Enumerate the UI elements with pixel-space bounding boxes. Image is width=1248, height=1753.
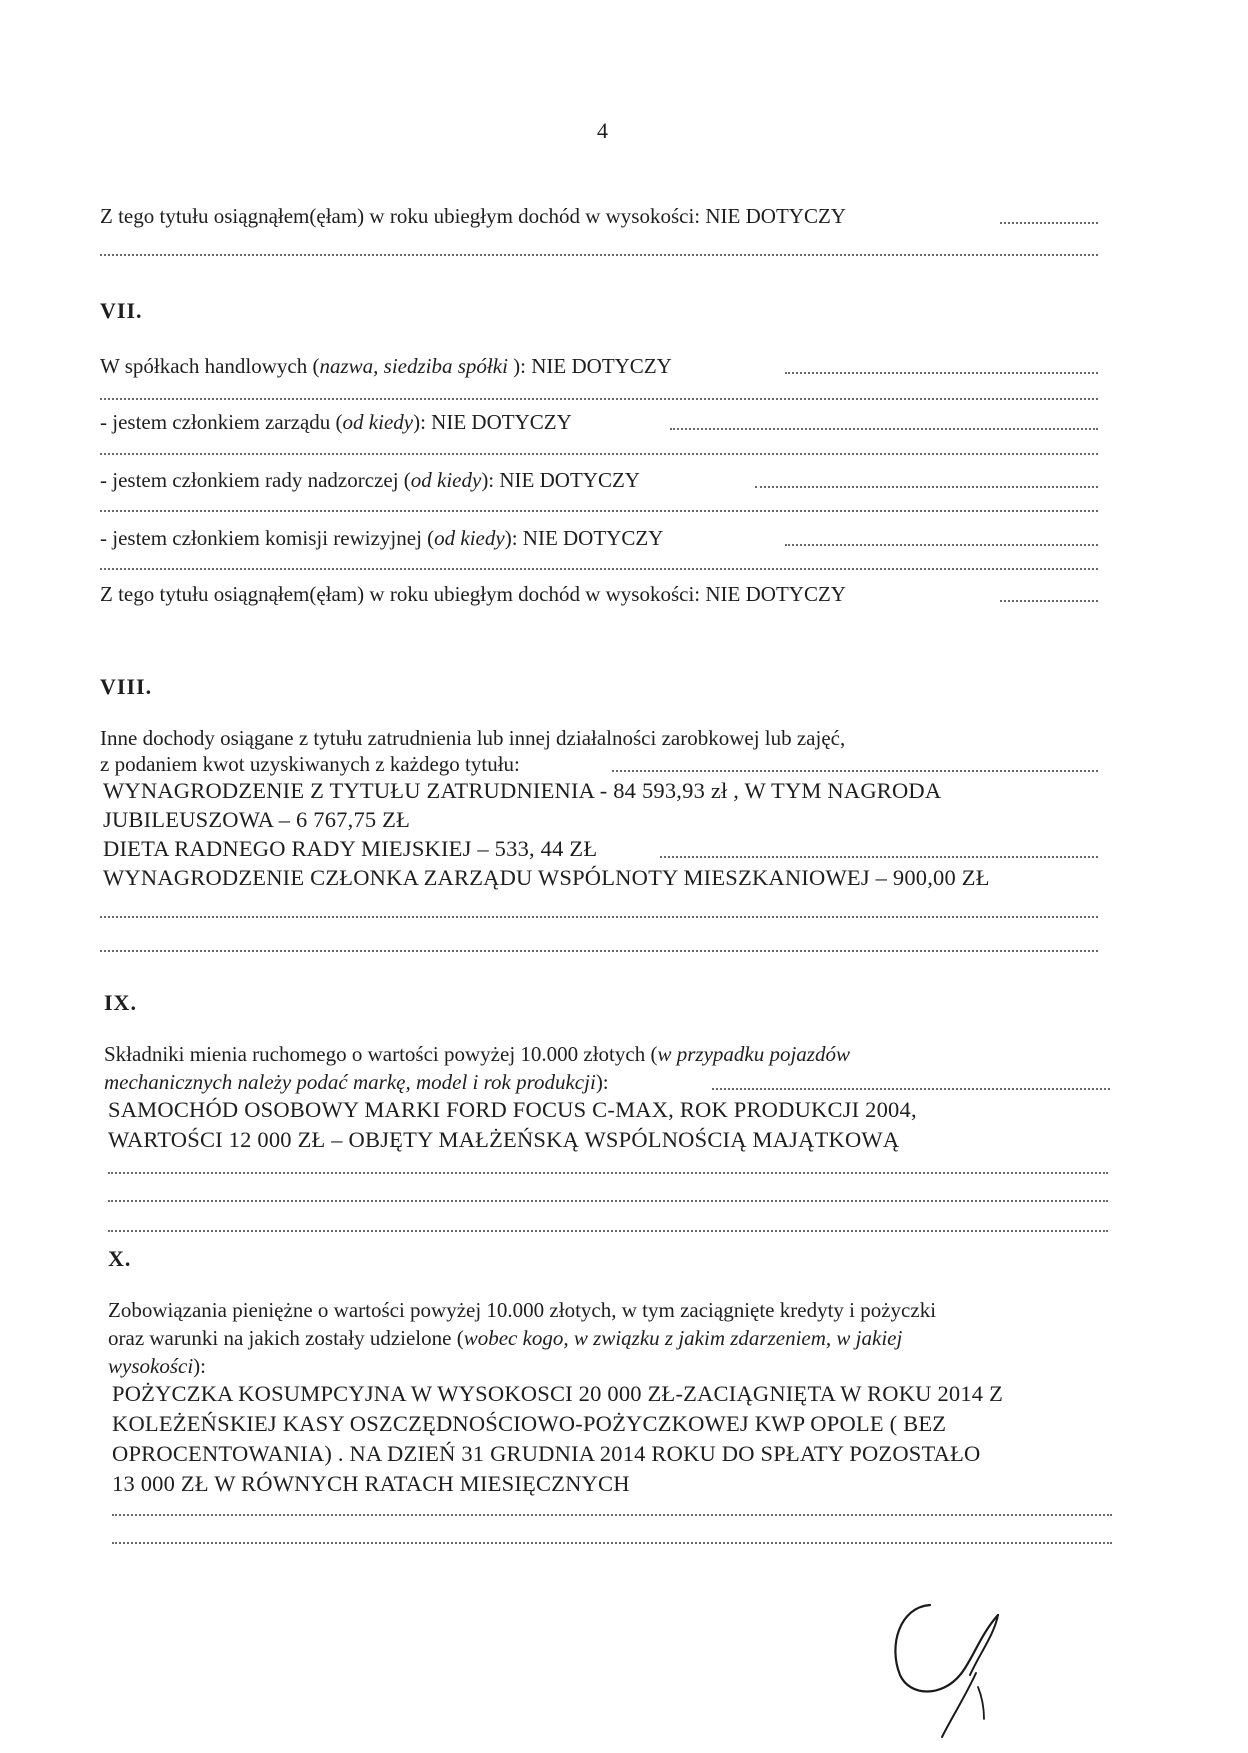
section-x-heading: X. <box>108 1246 132 1271</box>
dotted-line <box>108 1200 1108 1202</box>
dotted-fill <box>785 544 1098 546</box>
section-vii-heading: VII. <box>100 298 143 323</box>
vi-income-line: Z tego tytułu osiągnąłem(ęłam) w roku ubiegłym dochód w wysokości: NIE DOTYCZY <box>100 204 846 228</box>
viii-answer-line-4: WYNAGRODZENIE CZŁONKA ZARZĄDU WSPÓLNOTY MIESZKANIOWEJ – 900,00 ZŁ <box>103 865 990 890</box>
dotted-line <box>100 398 1098 400</box>
x-question-line-2: oraz warunki na jakich zostały udzielone (wobec kogo, w związku z jakim zdarzeniem, w jakiej <box>108 1326 903 1350</box>
viii-answer-line-3: DIETA RADNEGO RADY MIEJSKIEJ – 533, 44 ZŁ <box>103 836 598 861</box>
vii-supervisory-line: - jestem członkiem rady nadzorczej (od kiedy): NIE DOTYCZY <box>100 468 640 492</box>
x-answer-line-2: KOLEŻEŃSKIEJ KASY OSZCZĘDNOŚCIOWO-POŻYCZKOWEJ KWP OPOLE ( BEZ <box>112 1411 947 1436</box>
dotted-fill <box>712 1088 1110 1090</box>
viii-question-line-2: z podaniem kwot uzyskiwanych z każdego tytułu: <box>100 752 520 776</box>
handwritten-signature-icon <box>880 1575 1020 1745</box>
x-question-line-1: Zobowiązania pieniężne o wartości powyżej 10.000 złotych, w tym zaciągnięte kredyty i pożyczki <box>108 1298 937 1322</box>
dotted-line <box>108 1172 1108 1174</box>
ix-question-line-1: Składniki mienia ruchomego o wartości powyżej 10.000 złotych (w przypadku pojazdów <box>104 1042 850 1066</box>
dotted-fill <box>785 372 1098 374</box>
vii-board-line: - jestem członkiem zarządu (od kiedy): NIE DOTYCZY <box>100 410 572 434</box>
page-number: 4 <box>597 118 608 143</box>
dotted-fill <box>670 428 1098 430</box>
dotted-line <box>112 1542 1112 1544</box>
x-answer-line-1: POŻYCZKA KOSUMPCYJNA W WYSOKOSCI 20 000 ZŁ-ZACIĄGNIĘTA W ROKU 2014 Z <box>112 1381 1004 1406</box>
dotted-fill <box>612 770 1098 772</box>
viii-answer-line-2: JUBILEUSZOWA – 6 767,75 ZŁ <box>103 807 411 832</box>
dotted-line <box>100 950 1098 952</box>
ix-question-line-2: mechanicznych należy podać markę, model i rok produkcji): <box>104 1070 609 1094</box>
dotted-fill <box>1000 222 1098 224</box>
dotted-line <box>100 568 1098 570</box>
ix-answer-line-1: SAMOCHÓD OSOBOWY MARKI FORD FOCUS C-MAX, ROK PRODUKCJI 2004, <box>108 1097 917 1122</box>
viii-question-line-1: Inne dochody osiągane z tytułu zatrudnienia lub innej działalności zarobkowej lub zajęć, <box>100 726 846 750</box>
dotted-fill <box>755 486 1098 488</box>
x-question-line-3: wysokości): <box>108 1354 206 1378</box>
dotted-line <box>112 1514 1112 1516</box>
dotted-line <box>100 510 1098 512</box>
viii-answer-line-1: WYNAGRODZENIE Z TYTUŁU ZATRUDNIENIA - 84 593,93 zł , W TYM NAGRODA <box>103 778 942 803</box>
dotted-line <box>108 1230 1108 1232</box>
vii-income-line: Z tego tytułu osiągnąłem(ęłam) w roku ubiegłym dochód w wysokości: NIE DOTYCZY <box>100 582 846 606</box>
dotted-fill <box>1000 600 1098 602</box>
dotted-fill <box>660 856 1098 858</box>
section-ix-heading: IX. <box>104 990 137 1015</box>
vii-companies-line: W spółkach handlowych (nazwa, siedziba spółki ): NIE DOTYCZY <box>100 354 672 378</box>
vii-audit-line: - jestem członkiem komisji rewizyjnej (od kiedy): NIE DOTYCZY <box>100 526 664 550</box>
dotted-line <box>100 453 1098 455</box>
x-answer-line-3: OPROCENTOWANIA) . NA DZIEŃ 31 GRUDNIA 2014 ROKU DO SPŁATY POZOSTAŁO <box>112 1441 981 1466</box>
dotted-line <box>100 254 1098 256</box>
dotted-line <box>100 916 1098 918</box>
x-answer-line-4: 13 000 ZŁ W RÓWNYCH RATACH MIESIĘCZNYCH <box>112 1471 630 1496</box>
ix-answer-line-2: WARTOŚCI 12 000 ZŁ – OBJĘTY MAŁŻEŃSKĄ WSPÓLNOŚCIĄ MAJĄTKOWĄ <box>108 1127 900 1152</box>
section-viii-heading: VIII. <box>100 674 153 699</box>
